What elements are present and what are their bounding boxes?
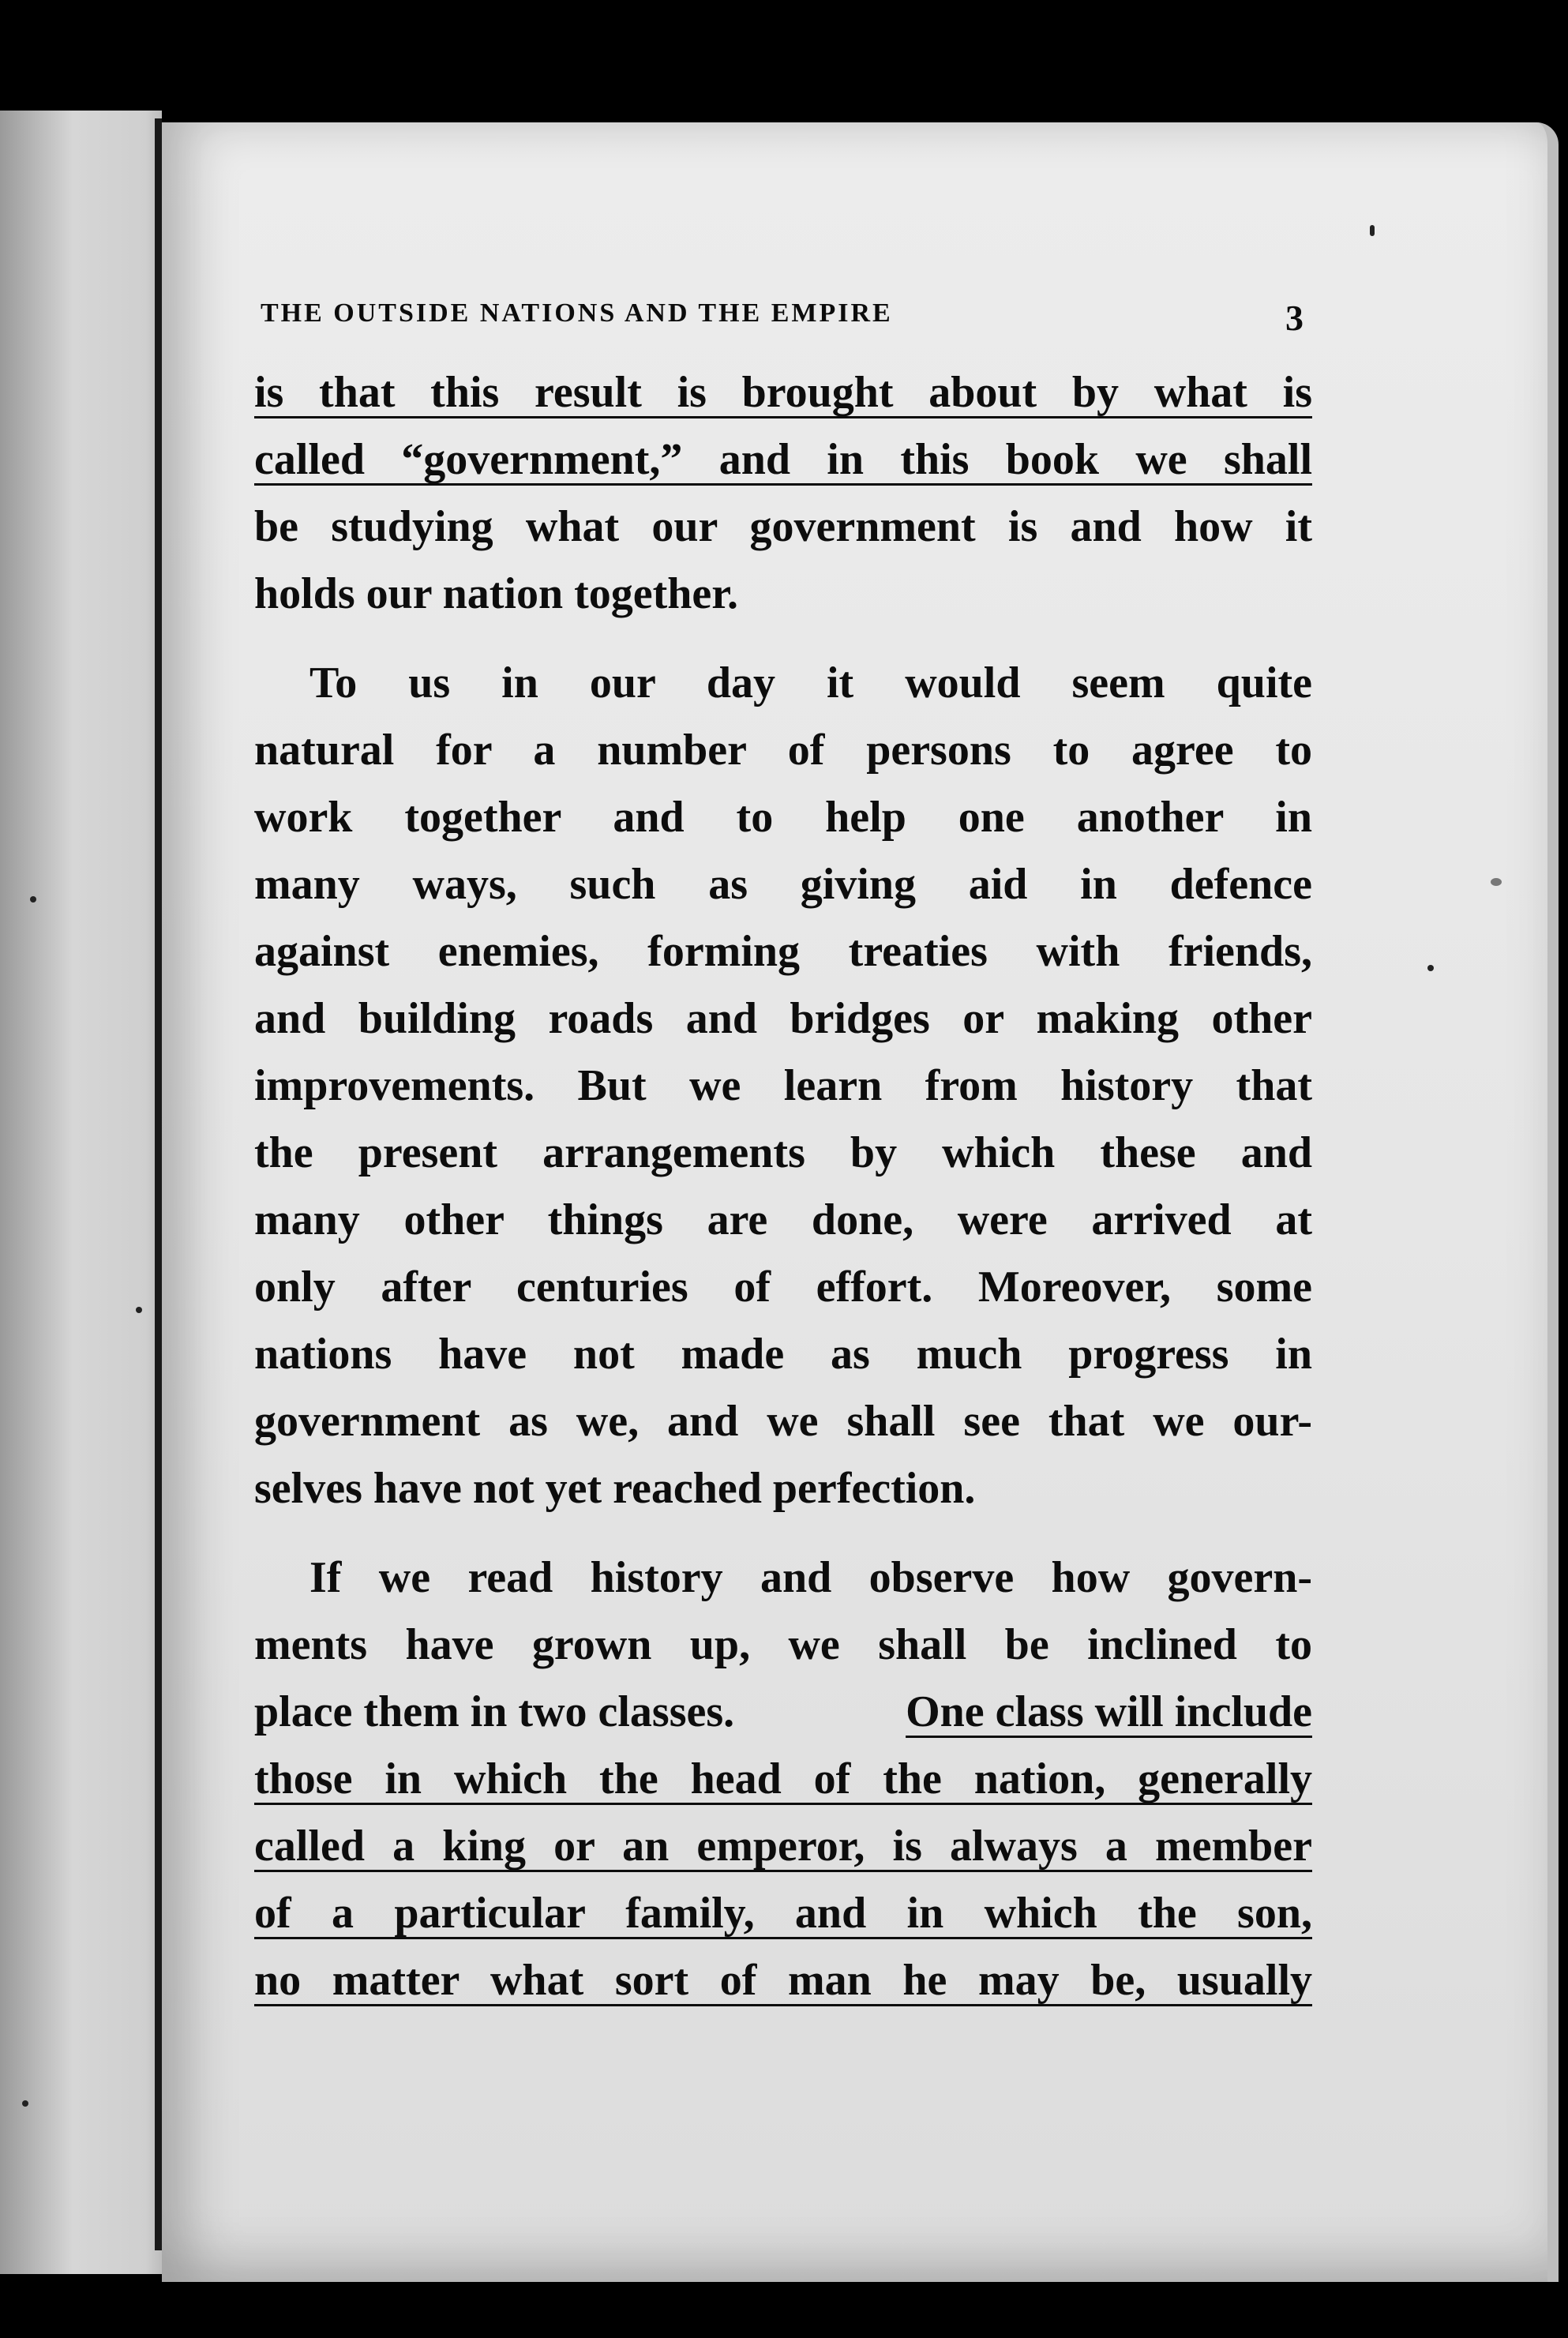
text-line: be studying what our government is and how it: [254, 502, 1312, 551]
text-line: nations have not made as much progress in: [254, 1330, 1312, 1379]
text-line: natural for a number of persons to agree to: [254, 726, 1312, 775]
text-line: against enemies, forming treaties with friends,: [254, 927, 1312, 976]
ink-speck: [1491, 878, 1502, 886]
text-line: improvements. But we learn from history that: [254, 1061, 1312, 1110]
text-line: many other things are done, were arrived at: [254, 1195, 1312, 1244]
text-line: [254, 426, 1312, 493]
text-line: and building roads and bridges or making other: [254, 994, 1312, 1043]
text-line: the present arrangements by which these and: [254, 1128, 1312, 1177]
text-line-underlined: is that this result is brought about by what is: [254, 368, 1312, 417]
page-number: 3: [1285, 298, 1304, 338]
text-line: ments have grown up, we shall be inclined to: [254, 1620, 1312, 1669]
text-line-underlined: of a particular family, and in which the son,: [254, 1889, 1312, 1938]
ink-speck: [22, 2100, 28, 2107]
text-segment: place them in two classes.: [254, 1687, 735, 1736]
ink-speck: [1427, 965, 1434, 971]
text-line: many ways, such as giving aid in defence: [254, 860, 1312, 909]
page-body-text: [254, 359, 1312, 2014]
text-line-underlined: those in which the head of the nation, generally: [254, 1754, 1312, 1803]
text-line: If we read history and observe how govern-: [309, 1553, 1312, 1602]
text-line-underlined: no matter what sort of man he may be, usually: [254, 1956, 1312, 2005]
ink-speck: [30, 896, 36, 903]
text-line: government as we, and we shall see that we our-: [254, 1397, 1312, 1446]
text-line-underlined: called a king or an emperor, is always a member: [254, 1822, 1312, 1871]
text-line: To us in our day it would seem quite: [309, 659, 1312, 707]
book-gutter: [155, 118, 162, 2250]
text-line-underlined: called “government,” and in this book we shall: [254, 435, 1312, 484]
text-line: work together and to help one another in: [254, 793, 1312, 842]
text-line: holds our nation together.: [254, 569, 738, 618]
text-line: only after centuries of effort. Moreover, some: [254, 1263, 1312, 1312]
running-head: THE OUTSIDE NATIONS AND THE EMPIRE: [261, 298, 893, 328]
ink-speck: [1370, 225, 1375, 236]
text-line: selves have not yet reached perfection.: [254, 1464, 976, 1513]
facing-page-edge: [0, 111, 162, 2274]
text-line: [254, 1679, 1312, 1746]
text-segment-underlined: One class will include: [906, 1687, 1312, 1736]
ink-speck: [136, 1307, 142, 1313]
